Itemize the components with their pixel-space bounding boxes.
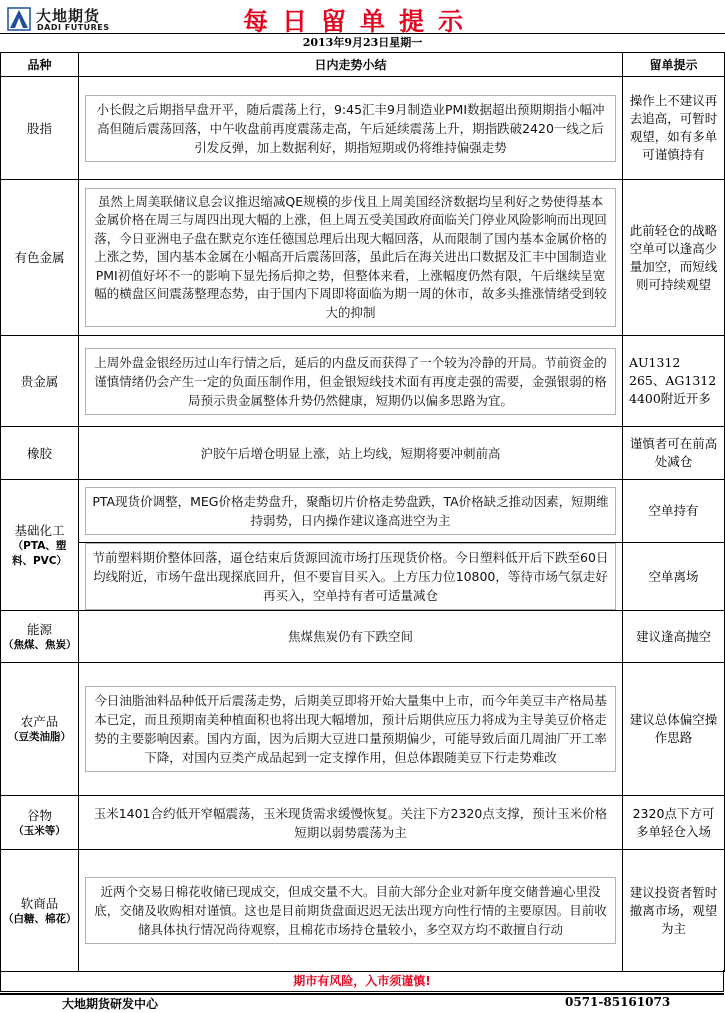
tip-cell: AU1312 265、AG1312 4400附近开多 xyxy=(623,336,725,427)
category-cell xyxy=(1,336,79,427)
summary-text: 玉米1401合约低开窄幅震荡，玉米现货需求缓慢恢复。关注下方2320点支撑，预计玉米价格短期以弱势震荡为主 xyxy=(93,805,608,840)
category-subtitle: （焦煤、焦炭） xyxy=(3,638,77,651)
category-cell xyxy=(1,850,79,972)
table-header-row xyxy=(1,53,725,77)
summary-text: 焦煤焦炭仍有下跌空间 xyxy=(287,629,413,644)
category-cell xyxy=(1,796,79,850)
category-cell xyxy=(1,427,79,480)
header xyxy=(0,0,725,34)
summary-text: 今日油脂油料品种低开后震荡走势，后期美豆即将开始大量集中上市，而今年美豆丰产格局基本已定，而且预期南美种植面积也将出现大幅增加，预计后期供应压力将成为主导美豆价格走势的主要影响因素。国内方面，因为后期大豆进口量预期偏少，可能导致后面几周油厂开工率下降，对国内豆类产成品起到一定支撑作用，但总体跟随美豆下行走势难改 xyxy=(85,686,616,772)
tip-cell: 空单持有 xyxy=(623,480,725,543)
summary-text: 上周外盘金银经历过山车行情之后，延后的内盘反而获得了一个较为冷静的开局。节前资金的谨慎情绪仍会产生一定的负面压制作用，但金银短线技术面有再度走强的需要，金强银弱的格局预示贵金属整体升势仍然健康，短期仍以偏多思路为宜。 xyxy=(85,348,616,415)
summary-cell xyxy=(79,480,623,543)
header-summary: 日内走势小结 xyxy=(79,53,623,77)
summary-cell xyxy=(79,180,623,336)
category-name: 谷物 xyxy=(26,807,52,823)
summary-cell xyxy=(79,427,623,480)
category-cell xyxy=(1,480,79,611)
report-date: 2013年9月23日星期一 xyxy=(302,36,423,49)
category-subtitle: （PTA、塑料、PVC） xyxy=(11,539,68,567)
table-row xyxy=(1,796,725,850)
company-logo xyxy=(6,6,136,34)
category-name: 有色金属 xyxy=(14,250,65,265)
tip-cell: 2320点下方可多单轻仓入场 xyxy=(623,796,725,850)
summary-text: 节前塑料期价整体回落，逼仓结束后货源回流市场打压现货价格。今日塑料低开后下跌至60日均线附近，市场午盘出现探底回升，但不要盲目买入。上方压力位10800，等待市场气氛走好再买入，空单持有者可适量减仓 xyxy=(85,543,616,610)
tip-cell: 建议投资者暂时撤离市场，观望为主 xyxy=(623,850,725,972)
table-row xyxy=(1,427,725,480)
category-cell xyxy=(1,180,79,336)
summary-cell xyxy=(79,77,623,180)
summary-text: 近两个交易日棉花收储已现成交，但成交量不大。目前大部分企业对新年度交储普遍心里没底，交储及收购相对谨慎。这也是目前期货盘面迟迟无法出现方向性行情的主要原因。目前收储具体执行情况尚待观察，且棉花市场持仓量较小，多空双方均不敢擅自行动 xyxy=(85,877,616,944)
risk-warning: 期市有风险，入市须谨慎! xyxy=(0,970,724,992)
category-name: 橡胶 xyxy=(26,445,52,461)
header-tip: 留单提示 xyxy=(623,53,725,77)
category-name: 能源 xyxy=(26,621,52,637)
summary-cell xyxy=(79,850,623,972)
summary-cell xyxy=(79,796,623,850)
category-name: 软商品 xyxy=(20,895,59,911)
page-title: 每日留单提示 xyxy=(242,7,477,36)
category-name: 基础化工 xyxy=(14,522,65,538)
category-cell xyxy=(1,663,79,796)
summary-text: PTA现货价调整，MEG价格走势盘升，聚酯切片价格走势盘跌，TA价格缺乏推动因素，短期维持弱势，日内操作建议逢高进空为主 xyxy=(85,487,616,535)
logo-english-name: DADI FUTURES xyxy=(37,23,110,32)
tip-cell: 谨慎者可在前高处减仓 xyxy=(623,427,725,480)
logo-mark-icon xyxy=(6,6,32,32)
summary-text: 虽然上周美联储议息会议推迟缩减QE规模的步伐且上周美国经济数据均呈利好之势使得基本金属价格在周三与周四出现大幅的上涨，但上周五受美国政府面临关门停业风险影响而出现回落，今日亚洲电子盘在默克尔连任德国总理后出现大幅回落，从而限制了国内基本金属价格的上涨之势，国内基本金属在小幅高开后震荡回落，虽此后在海关进出口数据及汇丰中国制造业PMI初值好坏不一的影响下显先扬后抑之势，但整体来看，上涨幅度仍然有限，午后继续呈宽幅的横盘区间震荡整理态势，由于国内下周即将面临为期一周的休市，故多头推涨情绪受到较大的抑制 xyxy=(85,188,616,328)
tip-cell: 此前轻仓的战略空单可以逢高少量加空，而短线则可持续观望 xyxy=(623,180,725,336)
summary-cell xyxy=(79,611,623,663)
summary-text: 沪胶午后增仓明显上涨，站上均线，短期将要冲刺前高 xyxy=(200,445,501,461)
tip-cell: 建议总体偏空操作思路 xyxy=(623,663,725,796)
logo-chinese-name: 大地期货 xyxy=(36,7,101,25)
category-subtitle: （玉米等） xyxy=(13,824,66,837)
table-row xyxy=(1,180,725,336)
table-row xyxy=(1,480,725,543)
tip-cell: 空单离场 xyxy=(623,543,725,611)
tip-cell: 建议逢高抛空 xyxy=(623,611,725,663)
tip-cell: 操作上不建议再去追高，可暂时观望，如有多单可谨慎持有 xyxy=(623,77,725,180)
table-row xyxy=(1,336,725,427)
table-row xyxy=(1,850,725,972)
category-subtitle: （白糖、棉花） xyxy=(3,912,77,925)
table-row xyxy=(1,77,725,180)
header-category: 品种 xyxy=(1,53,79,77)
summary-text: 小长假之后期指早盘开平，随后震荡上行，9:45汇丰9月制造业PMI数据超出预期期指小幅冲高但随后震荡回落，中午收盘前再度震荡走高，午后延续震荡上升，期指跌破2420一线之后引发反弹，加上数据利好，期指短期或仍将维持偏强走势 xyxy=(85,95,616,162)
category-cell xyxy=(1,611,79,663)
table-row xyxy=(1,543,725,611)
footer xyxy=(0,992,724,1013)
footer-org-name: 大地期货研发中心 xyxy=(62,997,159,1011)
table-row xyxy=(1,611,725,663)
tips-table xyxy=(0,52,725,972)
category-name: 股指 xyxy=(26,120,52,136)
category-cell xyxy=(1,77,79,180)
category-name: 贵金属 xyxy=(20,373,59,389)
summary-cell xyxy=(79,543,623,611)
summary-cell xyxy=(79,336,623,427)
table-row xyxy=(1,663,725,796)
footer-phone: 0571-85161073 xyxy=(565,995,671,1009)
summary-cell xyxy=(79,663,623,796)
category-subtitle: （豆类油脂） xyxy=(8,731,71,743)
category-name: 农产品 xyxy=(20,714,59,729)
